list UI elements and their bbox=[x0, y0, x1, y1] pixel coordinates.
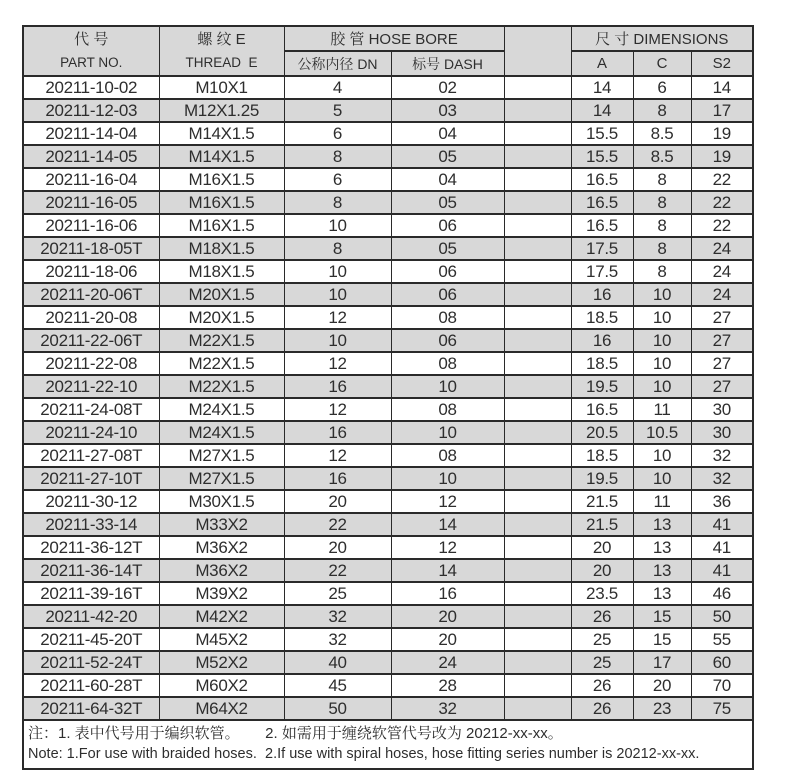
dim-s2-cell: 41 bbox=[691, 559, 753, 582]
dim-c-cell: 10.5 bbox=[633, 421, 691, 444]
blank-cell bbox=[504, 444, 571, 467]
table-row bbox=[23, 168, 753, 191]
blank-cell bbox=[504, 145, 571, 168]
part-no-cell: 20211-30-12 bbox=[23, 490, 159, 513]
thread-cell: M52X2 bbox=[159, 651, 284, 674]
part-no-cell: 20211-24-10 bbox=[23, 421, 159, 444]
part-no-cell: 20211-27-10T bbox=[23, 467, 159, 490]
dn-cell: 8 bbox=[284, 237, 391, 260]
dim-s2-cell: 60 bbox=[691, 651, 753, 674]
dn-cell: 12 bbox=[284, 444, 391, 467]
blank-cell bbox=[504, 674, 571, 697]
table-row bbox=[23, 628, 753, 651]
table-row bbox=[23, 513, 753, 536]
blank-cell bbox=[504, 421, 571, 444]
blank-cell bbox=[504, 490, 571, 513]
thread-cell: M60X2 bbox=[159, 674, 284, 697]
thread-cell: M36X2 bbox=[159, 559, 284, 582]
blank-cell bbox=[504, 467, 571, 490]
dim-c-cell: 11 bbox=[633, 398, 691, 421]
dim-c-cell: 13 bbox=[633, 536, 691, 559]
thread-cell: M27X1.5 bbox=[159, 467, 284, 490]
dim-a-cell: 18.5 bbox=[571, 306, 633, 329]
table-body bbox=[23, 76, 753, 720]
dim-s2-cell: 17 bbox=[691, 99, 753, 122]
dim-s2-cell: 27 bbox=[691, 329, 753, 352]
thread-cell: M12X1.25 bbox=[159, 99, 284, 122]
dim-a-cell: 21.5 bbox=[571, 490, 633, 513]
dash-cell: 08 bbox=[391, 352, 504, 375]
hose-fitting-spec-table bbox=[22, 25, 754, 770]
part-no-cell: 20211-36-14T bbox=[23, 559, 159, 582]
dim-c-cell: 10 bbox=[633, 467, 691, 490]
thread-cell: M22X1.5 bbox=[159, 352, 284, 375]
blank-cell bbox=[504, 352, 571, 375]
dash-cell: 10 bbox=[391, 467, 504, 490]
dn-cell: 40 bbox=[284, 651, 391, 674]
part-no-cell: 20211-42-20 bbox=[23, 605, 159, 628]
note-zh-1: 注：1. 表中代号用于编织软管。 bbox=[28, 725, 240, 742]
dn-cell: 45 bbox=[284, 674, 391, 697]
dn-cell: 6 bbox=[284, 168, 391, 191]
notes-row bbox=[23, 720, 753, 769]
table-row bbox=[23, 536, 753, 559]
dim-s2-cell: 24 bbox=[691, 260, 753, 283]
dash-cell: 24 bbox=[391, 651, 504, 674]
dim-s2-cell: 22 bbox=[691, 191, 753, 214]
thread-cell: M18X1.5 bbox=[159, 237, 284, 260]
dash-cell: 05 bbox=[391, 145, 504, 168]
dim-c-cell: 8.5 bbox=[633, 145, 691, 168]
dim-a-cell: 17.5 bbox=[571, 260, 633, 283]
col-header-blank-image-column bbox=[504, 26, 571, 76]
dn-cell: 25 bbox=[284, 582, 391, 605]
dim-a-cell: 26 bbox=[571, 605, 633, 628]
part-no-cell: 20211-18-06 bbox=[23, 260, 159, 283]
dim-s2-cell: 24 bbox=[691, 283, 753, 306]
part-no-cell: 20211-45-20T bbox=[23, 628, 159, 651]
dn-cell: 20 bbox=[284, 490, 391, 513]
table-row bbox=[23, 214, 753, 237]
table-row bbox=[23, 237, 753, 260]
table-row bbox=[23, 467, 753, 490]
dash-cell: 06 bbox=[391, 283, 504, 306]
table-row bbox=[23, 398, 753, 421]
note-line-zh bbox=[28, 724, 748, 744]
thread-cell: M36X2 bbox=[159, 536, 284, 559]
dn-cell: 12 bbox=[284, 352, 391, 375]
blank-cell bbox=[504, 237, 571, 260]
table-row bbox=[23, 421, 753, 444]
dim-s2-cell: 50 bbox=[691, 605, 753, 628]
blank-cell bbox=[504, 214, 571, 237]
dn-cell: 22 bbox=[284, 513, 391, 536]
table-row bbox=[23, 99, 753, 122]
blank-cell bbox=[504, 191, 571, 214]
part-no-cell: 20211-52-24T bbox=[23, 651, 159, 674]
thread-cell: M64X2 bbox=[159, 697, 284, 720]
dash-cell: 12 bbox=[391, 536, 504, 559]
thread-cell: M16X1.5 bbox=[159, 191, 284, 214]
dash-cell: 06 bbox=[391, 214, 504, 237]
blank-cell bbox=[504, 306, 571, 329]
thread-cell: M30X1.5 bbox=[159, 490, 284, 513]
dim-c-cell: 10 bbox=[633, 283, 691, 306]
dash-cell: 32 bbox=[391, 697, 504, 720]
note-line-en bbox=[28, 744, 748, 764]
dim-c-cell: 10 bbox=[633, 444, 691, 467]
dim-s2-cell: 32 bbox=[691, 467, 753, 490]
table-row bbox=[23, 191, 753, 214]
table-row bbox=[23, 76, 753, 99]
dash-cell: 10 bbox=[391, 421, 504, 444]
dim-s2-cell: 27 bbox=[691, 306, 753, 329]
dim-a-cell: 15.5 bbox=[571, 122, 633, 145]
dn-cell: 4 bbox=[284, 76, 391, 99]
dim-c-cell: 8 bbox=[633, 237, 691, 260]
note-zh-2: 2. 如需用于缠绕软管代号改为 20212-xx-xx。 bbox=[265, 725, 563, 742]
col-header-dash: 标号 DASH bbox=[391, 51, 504, 76]
table-row bbox=[23, 122, 753, 145]
part-no-cell: 20211-39-16T bbox=[23, 582, 159, 605]
dim-a-cell: 16 bbox=[571, 283, 633, 306]
part-no-cell: 20211-12-03 bbox=[23, 99, 159, 122]
dim-a-cell: 23.5 bbox=[571, 582, 633, 605]
notes-cell bbox=[23, 720, 753, 769]
part-no-cell: 20211-64-32T bbox=[23, 697, 159, 720]
dim-s2-cell: 41 bbox=[691, 536, 753, 559]
dim-c-cell: 10 bbox=[633, 306, 691, 329]
dim-a-cell: 20 bbox=[571, 559, 633, 582]
dim-c-cell: 8 bbox=[633, 99, 691, 122]
part-no-cell: 20211-36-12T bbox=[23, 536, 159, 559]
dn-cell: 32 bbox=[284, 605, 391, 628]
dim-a-cell: 16.5 bbox=[571, 214, 633, 237]
dim-s2-cell: 27 bbox=[691, 375, 753, 398]
thread-cell: M45X2 bbox=[159, 628, 284, 651]
dim-c-cell: 15 bbox=[633, 605, 691, 628]
blank-cell bbox=[504, 168, 571, 191]
dash-cell: 05 bbox=[391, 191, 504, 214]
dash-cell: 08 bbox=[391, 444, 504, 467]
table-row bbox=[23, 697, 753, 720]
blank-cell bbox=[504, 76, 571, 99]
part-no-cell: 20211-22-08 bbox=[23, 352, 159, 375]
table-row bbox=[23, 674, 753, 697]
thread-cell: M24X1.5 bbox=[159, 398, 284, 421]
table-row bbox=[23, 490, 753, 513]
blank-cell bbox=[504, 122, 571, 145]
note-en-2: 2.If use with spiral hoses, hose fitting series number is 20212-xx-xx. bbox=[265, 746, 700, 762]
table-row bbox=[23, 306, 753, 329]
dim-a-cell: 21.5 bbox=[571, 513, 633, 536]
blank-cell bbox=[504, 651, 571, 674]
dim-s2-cell: 32 bbox=[691, 444, 753, 467]
dim-c-cell: 11 bbox=[633, 490, 691, 513]
dim-c-cell: 6 bbox=[633, 76, 691, 99]
dash-cell: 02 bbox=[391, 76, 504, 99]
dim-s2-cell: 24 bbox=[691, 237, 753, 260]
dash-cell: 20 bbox=[391, 605, 504, 628]
dim-c-cell: 13 bbox=[633, 559, 691, 582]
col-header-dim-c: C bbox=[633, 51, 691, 76]
dash-cell: 05 bbox=[391, 237, 504, 260]
dash-cell: 04 bbox=[391, 168, 504, 191]
blank-cell bbox=[504, 283, 571, 306]
thread-cell: M24X1.5 bbox=[159, 421, 284, 444]
dim-c-cell: 10 bbox=[633, 375, 691, 398]
thread-cell: M42X2 bbox=[159, 605, 284, 628]
table-row bbox=[23, 352, 753, 375]
blank-cell bbox=[504, 605, 571, 628]
dn-cell: 50 bbox=[284, 697, 391, 720]
thread-cell: M16X1.5 bbox=[159, 168, 284, 191]
dash-cell: 06 bbox=[391, 329, 504, 352]
dim-a-cell: 15.5 bbox=[571, 145, 633, 168]
dim-s2-cell: 22 bbox=[691, 168, 753, 191]
dim-a-cell: 16.5 bbox=[571, 191, 633, 214]
dim-s2-cell: 30 bbox=[691, 398, 753, 421]
dn-cell: 12 bbox=[284, 398, 391, 421]
part-no-cell: 20211-16-04 bbox=[23, 168, 159, 191]
dim-a-cell: 19.5 bbox=[571, 467, 633, 490]
col-header-dim-a: A bbox=[571, 51, 633, 76]
blank-cell bbox=[504, 536, 571, 559]
dash-cell: 14 bbox=[391, 559, 504, 582]
thread-cell: M20X1.5 bbox=[159, 306, 284, 329]
dn-cell: 10 bbox=[284, 283, 391, 306]
col-header-thread bbox=[159, 26, 284, 76]
thread-cell: M22X1.5 bbox=[159, 329, 284, 352]
thread-cell: M16X1.5 bbox=[159, 214, 284, 237]
dn-cell: 8 bbox=[284, 191, 391, 214]
dash-cell: 03 bbox=[391, 99, 504, 122]
part-no-cell: 20211-10-02 bbox=[23, 76, 159, 99]
dash-cell: 12 bbox=[391, 490, 504, 513]
dim-s2-cell: 41 bbox=[691, 513, 753, 536]
blank-cell bbox=[504, 513, 571, 536]
dim-c-cell: 8.5 bbox=[633, 122, 691, 145]
dim-a-cell: 20 bbox=[571, 536, 633, 559]
part-no-cell: 20211-60-28T bbox=[23, 674, 159, 697]
dn-cell: 22 bbox=[284, 559, 391, 582]
col-header-thread-zh: 螺 纹 E bbox=[197, 31, 246, 48]
dn-cell: 10 bbox=[284, 214, 391, 237]
dash-cell: 08 bbox=[391, 306, 504, 329]
dim-c-cell: 8 bbox=[633, 191, 691, 214]
dn-cell: 12 bbox=[284, 306, 391, 329]
dim-a-cell: 25 bbox=[571, 651, 633, 674]
table-header bbox=[23, 26, 753, 76]
dash-cell: 16 bbox=[391, 582, 504, 605]
table-footer bbox=[23, 720, 753, 769]
part-no-cell: 20211-14-05 bbox=[23, 145, 159, 168]
blank-cell bbox=[504, 559, 571, 582]
dim-a-cell: 16.5 bbox=[571, 398, 633, 421]
dim-a-cell: 25 bbox=[571, 628, 633, 651]
col-header-part-no-zh: 代 号 bbox=[74, 31, 109, 48]
dn-cell: 16 bbox=[284, 467, 391, 490]
dim-c-cell: 10 bbox=[633, 352, 691, 375]
thread-cell: M10X1 bbox=[159, 76, 284, 99]
dn-cell: 5 bbox=[284, 99, 391, 122]
dim-c-cell: 17 bbox=[633, 651, 691, 674]
blank-cell bbox=[504, 375, 571, 398]
table-row bbox=[23, 444, 753, 467]
dn-cell: 16 bbox=[284, 421, 391, 444]
col-header-thread-en: THREAD E bbox=[185, 55, 258, 70]
table-row bbox=[23, 145, 753, 168]
blank-cell bbox=[504, 99, 571, 122]
dim-s2-cell: 55 bbox=[691, 628, 753, 651]
dn-cell: 32 bbox=[284, 628, 391, 651]
dim-s2-cell: 46 bbox=[691, 582, 753, 605]
part-no-cell: 20211-22-06T bbox=[23, 329, 159, 352]
note-en-1: Note: 1.For use with braided hoses. bbox=[28, 746, 257, 762]
blank-cell bbox=[504, 582, 571, 605]
dim-a-cell: 14 bbox=[571, 99, 633, 122]
dim-s2-cell: 70 bbox=[691, 674, 753, 697]
dim-c-cell: 8 bbox=[633, 214, 691, 237]
dim-c-cell: 15 bbox=[633, 628, 691, 651]
table-row bbox=[23, 260, 753, 283]
thread-cell: M18X1.5 bbox=[159, 260, 284, 283]
dim-c-cell: 8 bbox=[633, 260, 691, 283]
blank-cell bbox=[504, 697, 571, 720]
thread-cell: M33X2 bbox=[159, 513, 284, 536]
dim-s2-cell: 27 bbox=[691, 352, 753, 375]
dim-c-cell: 20 bbox=[633, 674, 691, 697]
part-no-cell: 20211-22-10 bbox=[23, 375, 159, 398]
dn-cell: 6 bbox=[284, 122, 391, 145]
dim-a-cell: 18.5 bbox=[571, 352, 633, 375]
part-no-cell: 20211-14-04 bbox=[23, 122, 159, 145]
table-row bbox=[23, 582, 753, 605]
thread-cell: M14X1.5 bbox=[159, 122, 284, 145]
dim-a-cell: 19.5 bbox=[571, 375, 633, 398]
blank-cell bbox=[504, 398, 571, 421]
table-row bbox=[23, 651, 753, 674]
part-no-cell: 20211-24-08T bbox=[23, 398, 159, 421]
part-no-cell: 20211-20-08 bbox=[23, 306, 159, 329]
col-header-dimensions-group: 尺 寸 DIMENSIONS bbox=[571, 26, 753, 51]
dash-cell: 04 bbox=[391, 122, 504, 145]
dim-a-cell: 16.5 bbox=[571, 168, 633, 191]
dn-cell: 20 bbox=[284, 536, 391, 559]
dim-c-cell: 13 bbox=[633, 513, 691, 536]
dn-cell: 16 bbox=[284, 375, 391, 398]
thread-cell: M14X1.5 bbox=[159, 145, 284, 168]
table-row bbox=[23, 329, 753, 352]
dash-cell: 06 bbox=[391, 260, 504, 283]
dim-s2-cell: 30 bbox=[691, 421, 753, 444]
col-header-dn: 公称内径 DN bbox=[284, 51, 391, 76]
part-no-cell: 20211-16-05 bbox=[23, 191, 159, 214]
dim-a-cell: 14 bbox=[571, 76, 633, 99]
part-no-cell: 20211-16-06 bbox=[23, 214, 159, 237]
dn-cell: 10 bbox=[284, 260, 391, 283]
dn-cell: 10 bbox=[284, 329, 391, 352]
dim-a-cell: 26 bbox=[571, 674, 633, 697]
col-header-hose-bore-group: 胶 管 HOSE BORE bbox=[284, 26, 504, 51]
catalog-page bbox=[22, 25, 754, 770]
dash-cell: 14 bbox=[391, 513, 504, 536]
table-row bbox=[23, 559, 753, 582]
dash-cell: 28 bbox=[391, 674, 504, 697]
col-header-part-no-en: PART NO. bbox=[60, 55, 123, 70]
dim-s2-cell: 19 bbox=[691, 122, 753, 145]
blank-cell bbox=[504, 329, 571, 352]
dim-a-cell: 17.5 bbox=[571, 237, 633, 260]
dim-c-cell: 13 bbox=[633, 582, 691, 605]
dim-c-cell: 23 bbox=[633, 697, 691, 720]
dim-s2-cell: 22 bbox=[691, 214, 753, 237]
table-row bbox=[23, 375, 753, 398]
dim-a-cell: 20.5 bbox=[571, 421, 633, 444]
dash-cell: 10 bbox=[391, 375, 504, 398]
dim-s2-cell: 14 bbox=[691, 76, 753, 99]
dim-a-cell: 26 bbox=[571, 697, 633, 720]
dim-a-cell: 18.5 bbox=[571, 444, 633, 467]
thread-cell: M20X1.5 bbox=[159, 283, 284, 306]
dash-cell: 20 bbox=[391, 628, 504, 651]
dim-a-cell: 16 bbox=[571, 329, 633, 352]
table-row bbox=[23, 605, 753, 628]
blank-cell bbox=[504, 628, 571, 651]
col-header-dim-s2: S2 bbox=[691, 51, 753, 76]
part-no-cell: 20211-33-14 bbox=[23, 513, 159, 536]
thread-cell: M39X2 bbox=[159, 582, 284, 605]
table-row bbox=[23, 283, 753, 306]
thread-cell: M27X1.5 bbox=[159, 444, 284, 467]
dash-cell: 08 bbox=[391, 398, 504, 421]
blank-cell bbox=[504, 260, 571, 283]
part-no-cell: 20211-18-05T bbox=[23, 237, 159, 260]
dim-s2-cell: 75 bbox=[691, 697, 753, 720]
col-header-part-no bbox=[23, 26, 159, 76]
dim-c-cell: 10 bbox=[633, 329, 691, 352]
thread-cell: M22X1.5 bbox=[159, 375, 284, 398]
header-row-1 bbox=[23, 26, 753, 51]
dn-cell: 8 bbox=[284, 145, 391, 168]
dim-s2-cell: 19 bbox=[691, 145, 753, 168]
dim-c-cell: 8 bbox=[633, 168, 691, 191]
part-no-cell: 20211-20-06T bbox=[23, 283, 159, 306]
part-no-cell: 20211-27-08T bbox=[23, 444, 159, 467]
dim-s2-cell: 36 bbox=[691, 490, 753, 513]
